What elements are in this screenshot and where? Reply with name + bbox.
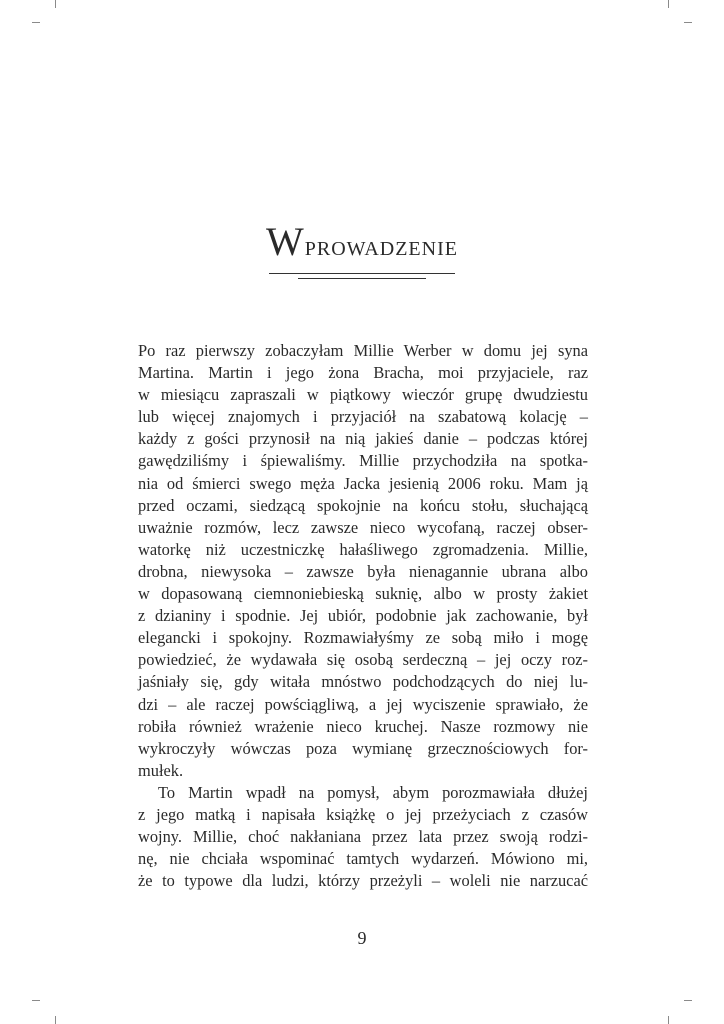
page-number: 9 [357, 928, 367, 948]
body-text [138, 340, 588, 892]
text-line: powiedzieć, że wydawała się osobą serdeczną – jej oczy roz- [138, 650, 588, 670]
text-line: lub więcej znajomych i przyjaciół na szabatową kolację – [138, 407, 588, 427]
text-line: wykroczyły wówczas poza wymianę grzecznościowych for- [138, 738, 588, 758]
text-line: gawędziliśmy i śpiewaliśmy. Millie przychodziła na spotka- [138, 451, 588, 471]
crop-mark-bottom-right-h [684, 1000, 692, 1001]
crop-mark-bottom-left-v [55, 1016, 56, 1024]
text-line: robiła również wrażenie nieco kruchej. Nasze rozmowy nie [138, 716, 588, 736]
text-line: z dzianiny i spodnie. Jej ubiór, podobnie jak zachowanie, był [138, 606, 588, 626]
text-line: nia od śmierci swego męża Jacka jesienią 2006 roku. Mam ją [138, 473, 588, 493]
text-line: w miesiącu zapraszali w piątkowy wieczór grupę dwudziestu [138, 385, 588, 405]
text-line: z jego matką i napisała książkę o jej przeżyciach z czasów [138, 804, 588, 824]
text-line: Martina. Martin i jego żona Bracha, moi przyjaciele, raz [138, 363, 588, 383]
crop-mark-top-right-v [668, 0, 669, 8]
text-line: dzi – ale raczej powściągliwą, a jej wyciszenie sprawiało, że [138, 694, 588, 714]
text-line: watorkę niż uczestniczkę hałaśliwego zgromadzenia. Millie, [138, 539, 588, 559]
text-line: Po raz pierwszy zobaczyłam Millie Werber w domu jej syna [138, 341, 588, 360]
text-line: przed oczami, siedzącą spokojnie na końcu stołu, słuchającą [138, 495, 588, 515]
chapter-title [0, 219, 724, 264]
crop-mark-bottom-left-h [32, 1000, 40, 1001]
chapter-title-initial: W [266, 219, 305, 264]
title-rule-bottom [298, 278, 426, 279]
text-line: To Martin wpadł na pomysł, abym porozmawiała dłużej [158, 782, 588, 802]
text-line: mułek. [138, 760, 184, 780]
text-line: uważnie rozmów, lecz zawsze nieco wycofaną, raczej obser- [138, 517, 588, 537]
text-line: drobna, niewysoka – zawsze była nienagannie ubrana albo [138, 561, 588, 581]
crop-mark-top-right-h [684, 22, 692, 23]
text-line: wojny. Millie, choć nakłaniana przez lata przez swoją rodzi- [138, 827, 588, 847]
text-line: w dopasowaną ciemnoniebieską suknię, albo w prosty żakiet [138, 584, 588, 604]
text-line: że to typowe dla ludzi, którzy przeżyli – woleli nie narzucać [138, 871, 588, 891]
crop-mark-top-left-v [55, 0, 56, 8]
title-rule-top [269, 273, 455, 274]
crop-mark-bottom-right-v [668, 1016, 669, 1024]
text-line: każdy z gości przynosił na nią jakieś danie – podczas której [138, 429, 588, 449]
text-line: nę, nie chciała wspominać tamtych wydarzeń. Mówiono mi, [138, 849, 588, 869]
text-line: elegancki i spokojny. Rozmawiałyśmy ze sobą miło i mogę [138, 628, 588, 648]
crop-mark-top-left-h [32, 22, 40, 23]
chapter-title-rest: prowadzenie [304, 230, 458, 262]
text-line: jaśniały się, gdy witała mnóstwo podchodzących do niej lu- [138, 672, 588, 692]
